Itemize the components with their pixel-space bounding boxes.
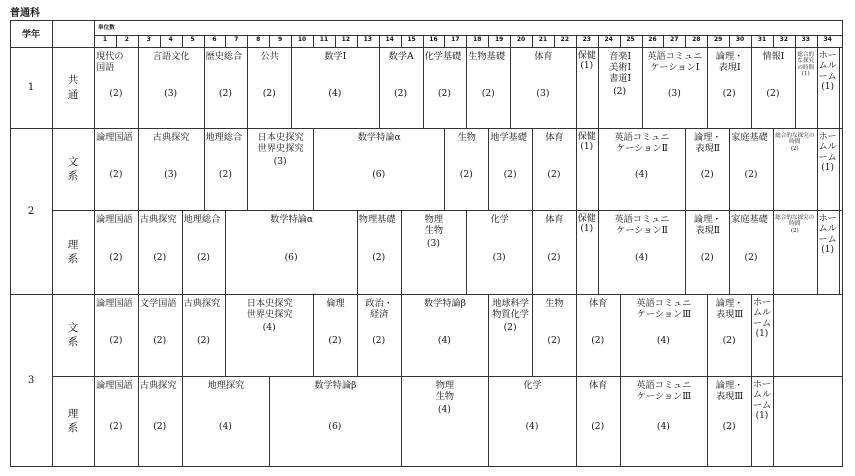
- unit-number: 21: [538, 36, 548, 43]
- subject-units: (2): [328, 335, 342, 346]
- subject-name: 総合的な探究の時間: [775, 133, 815, 146]
- subject-units: (2): [109, 335, 123, 346]
- subject-units: (4): [328, 88, 342, 99]
- subject-cell: [138, 294, 182, 376]
- subject-name: 体育: [545, 214, 564, 225]
- subject-units: (6): [284, 252, 298, 263]
- grade-label: 2: [27, 205, 35, 217]
- subject-cell: [707, 376, 751, 466]
- subject-cell: [357, 210, 401, 294]
- curriculum-table: [10, 20, 842, 466]
- subject-units: (1): [755, 411, 769, 422]
- subject-units: (3): [536, 88, 550, 99]
- subject-name: 古典探究: [139, 214, 177, 225]
- subject-cell: [94, 376, 138, 466]
- subject-name: 論理・ 表現Ⅰ: [715, 51, 744, 74]
- subject-units: (2): [109, 169, 123, 180]
- subject-units: (2): [591, 335, 605, 346]
- grade-label: 1: [27, 82, 35, 93]
- unit-number: 29: [713, 36, 723, 43]
- subject-name: 古典探究: [183, 298, 221, 309]
- subject-cell: [94, 294, 138, 376]
- track-label: [52, 47, 94, 128]
- subject-cell: [291, 47, 379, 128]
- subject-units: (2): [547, 169, 561, 180]
- subject-cell: [379, 47, 423, 128]
- subject-cell: [773, 128, 817, 210]
- subject-cell: [598, 210, 686, 294]
- subject-cell: [357, 294, 401, 376]
- subject-units: (2): [153, 335, 167, 346]
- subject-units: (1): [821, 245, 834, 256]
- subject-cell: [488, 376, 576, 466]
- unit-number: 15: [407, 36, 416, 43]
- subject-name: 政治・ 経済: [365, 298, 393, 321]
- subject-cell: [247, 128, 313, 210]
- unit-number: 19: [494, 36, 504, 43]
- unit-number: 22: [560, 36, 570, 43]
- subject-cell: [729, 210, 773, 294]
- subject-units: (2): [722, 335, 736, 346]
- subject-cell: [576, 294, 620, 376]
- subject-name: 倫理: [326, 298, 345, 309]
- subject-units: (2): [700, 252, 714, 263]
- unit-number: 20: [516, 36, 526, 43]
- subject-cell: [620, 376, 708, 466]
- subject-cell: [642, 47, 708, 128]
- subject-cell: [182, 210, 226, 294]
- track-label-text: 理系: [67, 407, 79, 434]
- track-label: [52, 128, 94, 210]
- unit-number: 24: [604, 36, 613, 43]
- unit-number: 26: [648, 36, 657, 43]
- subject-name: 体育: [534, 51, 553, 62]
- subject-units: (3): [492, 252, 506, 263]
- grade-label: 3: [27, 374, 35, 386]
- subject-cell: [444, 128, 488, 210]
- subject-cell: [817, 47, 839, 128]
- subject-cell: [204, 128, 248, 210]
- subject-name: 保健: [577, 214, 596, 224]
- subject-units: (1): [755, 329, 769, 340]
- subject-cell: [685, 210, 729, 294]
- track-label: [52, 376, 94, 466]
- subject-units: (2): [503, 322, 517, 333]
- subject-units: (3): [164, 88, 178, 99]
- unit-number: 6: [212, 36, 217, 43]
- subject-name: ホームルーム: [752, 298, 771, 329]
- subject-cell: [94, 210, 138, 294]
- subject-units: (1): [821, 82, 834, 93]
- subject-cell: [466, 210, 532, 294]
- subject-units: (2): [153, 421, 167, 432]
- subject-units: (2): [394, 88, 408, 99]
- track-label: [52, 210, 94, 294]
- subject-name: 数学A: [388, 51, 414, 62]
- subject-name: 地学基礎: [490, 132, 527, 143]
- subject-cell: [707, 294, 751, 376]
- subject-cell: [138, 376, 182, 466]
- subject-cell: [138, 210, 182, 294]
- page-title: 普通科: [10, 8, 40, 19]
- unit-number: 1: [102, 36, 108, 43]
- subject-units: (4): [437, 335, 451, 346]
- subject-cell: [182, 294, 226, 376]
- subject-cell: [269, 376, 400, 466]
- subject-units: (2): [218, 88, 232, 99]
- subject-cell: [576, 128, 598, 210]
- subject-name: 生物: [545, 298, 564, 309]
- unit-number: 7: [234, 36, 239, 43]
- subject-cell: [576, 376, 620, 466]
- unit-number: 25: [626, 36, 635, 43]
- subject-units: (3): [164, 169, 178, 180]
- subject-name: 物理基礎: [358, 214, 396, 225]
- subject-units: (1): [580, 224, 594, 235]
- subject-name: 地球科学 物質化学: [492, 298, 529, 321]
- subject-cell: [225, 294, 313, 376]
- subject-name: 英語コミュニ ケーションⅢ: [636, 298, 692, 321]
- subject-name: 家庭基礎: [731, 132, 768, 143]
- subject-units: (2): [744, 169, 758, 180]
- subject-cell: [707, 47, 751, 128]
- subject-units: (2): [262, 88, 276, 99]
- subject-name: 家庭基礎: [731, 214, 768, 225]
- subject-units: (4): [634, 252, 648, 263]
- track-label-text: 文系: [67, 155, 79, 182]
- subject-cell: [466, 47, 510, 128]
- subject-name: 生物基礎: [468, 51, 506, 62]
- subject-units: (4): [525, 421, 539, 432]
- subject-cell: [576, 47, 598, 128]
- subject-name: 数学Ⅰ: [324, 51, 347, 62]
- unit-number: 10: [297, 36, 307, 43]
- subject-units: (4): [218, 421, 232, 432]
- subject-units: (2): [196, 252, 210, 263]
- subject-units: (2): [766, 88, 780, 99]
- subject-name: 英語コミュニ ケーションⅠ: [647, 51, 703, 74]
- subject-cell: [729, 128, 773, 210]
- subject-name: 数学特論α: [270, 214, 314, 225]
- subject-units: (2): [372, 252, 386, 263]
- subject-units: (2): [109, 252, 123, 263]
- subject-units: (2): [459, 169, 473, 180]
- subject-name: 日本史探究 世界史探究: [246, 298, 293, 321]
- unit-number: 34: [823, 36, 832, 43]
- subject-units: (4): [262, 322, 276, 333]
- subject-cell: [313, 128, 444, 210]
- subject-name: 言語文化: [152, 51, 190, 62]
- unit-number: 8: [256, 36, 261, 43]
- subject-units: (4): [634, 169, 648, 180]
- unit-number: 27: [670, 36, 679, 43]
- subject-units: (2): [613, 86, 627, 97]
- subject-name: 体育: [589, 298, 608, 309]
- subject-name: 論理国語: [96, 132, 133, 143]
- subject-cell: [817, 210, 839, 294]
- subject-name: 現代の 国語: [96, 51, 124, 74]
- subject-units: (2): [547, 252, 561, 263]
- subject-name: 地理総合: [183, 214, 221, 225]
- subject-name: 公共: [260, 51, 279, 62]
- subject-name: 体育: [589, 380, 608, 391]
- subject-cell: [401, 294, 489, 376]
- subject-units: (2): [591, 421, 605, 432]
- subject-name: 論理・ 表現Ⅲ: [715, 380, 744, 403]
- track-label-text: 理系: [67, 238, 79, 265]
- subject-name: 数学特論β: [314, 380, 357, 391]
- subject-cell: [576, 210, 598, 294]
- subject-units: (2): [196, 335, 210, 346]
- subject-name: 文学国語: [139, 298, 177, 309]
- subject-cell: [532, 294, 576, 376]
- subject-cell: [423, 47, 467, 128]
- subject-units: (4): [656, 421, 670, 432]
- subject-cell: [598, 47, 642, 128]
- subject-cell: [751, 294, 773, 376]
- track-label-text: 共通: [67, 74, 79, 101]
- subject-units: (2): [218, 169, 232, 180]
- subject-units: (3): [273, 156, 287, 167]
- subject-name: 物理 生物: [435, 380, 455, 403]
- subject-name: 情報Ⅰ: [762, 51, 785, 62]
- unit-number: 2: [124, 36, 129, 43]
- subject-cell: [532, 128, 576, 210]
- unit-number: 5: [190, 36, 195, 43]
- subject-name: 地理探究: [207, 380, 245, 391]
- subject-name: 英語コミュニ ケーションⅢ: [636, 380, 692, 403]
- subject-name: 英語コミュニ ケーションⅡ: [614, 214, 670, 237]
- subject-cell: [94, 47, 138, 128]
- subject-cell: [182, 376, 270, 466]
- subject-units: (2): [372, 335, 386, 346]
- subject-cell: [225, 210, 356, 294]
- subject-cell: [401, 210, 467, 294]
- subject-units: (2): [109, 88, 123, 99]
- subject-name: 論理国語: [96, 214, 133, 225]
- unit-number: 30: [735, 36, 745, 43]
- unit-number: 14: [385, 36, 394, 43]
- subject-units: (3): [426, 238, 440, 249]
- subject-name: 古典探究: [152, 132, 190, 143]
- subject-name: 保健: [577, 51, 596, 61]
- subject-name: 論理国語: [96, 298, 133, 309]
- subject-units: (2): [700, 169, 714, 180]
- subject-name: 論理・ 表現Ⅱ: [693, 214, 722, 237]
- subject-name: 論理・ 表現Ⅲ: [715, 298, 744, 321]
- subject-cell: [488, 294, 532, 376]
- subject-name: 論理・ 表現Ⅱ: [693, 132, 722, 155]
- subject-units: (4): [656, 335, 670, 346]
- subject-units: (2): [547, 335, 561, 346]
- subject-units: (2): [503, 169, 517, 180]
- subject-name: 日本史探究 世界史探究: [257, 132, 304, 155]
- subject-units: (2): [481, 88, 495, 99]
- unit-number: 18: [473, 36, 482, 43]
- subject-cell: [488, 128, 532, 210]
- unit-count-label: 単位数: [98, 25, 115, 31]
- subject-name: ホームルーム: [818, 214, 837, 245]
- subject-name: 体育: [545, 132, 564, 143]
- unit-number: 9: [278, 36, 283, 43]
- subject-cell: [773, 210, 817, 294]
- subject-units: (4): [437, 404, 451, 415]
- subject-name: 歴史総合: [205, 51, 243, 62]
- subject-name: 化学: [523, 380, 542, 391]
- subject-name: ホームルーム: [818, 132, 837, 163]
- subject-cell: [532, 210, 576, 294]
- unit-number: 33: [801, 36, 810, 43]
- subject-cell: [313, 294, 357, 376]
- subject-name: 論理国語: [96, 380, 133, 391]
- unit-number: 12: [341, 36, 351, 43]
- subject-units: (6): [372, 169, 386, 180]
- subject-cell: [94, 128, 138, 210]
- subject-cell: [620, 294, 708, 376]
- subject-name: 総合的な探究の時間: [775, 215, 815, 228]
- subject-name: 音楽Ⅰ 美術Ⅰ 書道Ⅰ: [609, 51, 632, 85]
- subject-name: 保健: [577, 132, 596, 142]
- subject-name: ホームルーム: [752, 380, 771, 411]
- unit-number: 23: [582, 36, 591, 43]
- subject-units: (2): [722, 421, 736, 432]
- subject-units: (2): [153, 252, 167, 263]
- unit-number: 28: [692, 36, 701, 43]
- unit-number: 11: [319, 36, 329, 43]
- subject-units: (2): [722, 88, 736, 99]
- subject-name: 物理 生物: [424, 214, 444, 237]
- subject-cell: [247, 47, 291, 128]
- unit-number: 17: [451, 36, 460, 43]
- subject-name: 数学特論β: [423, 298, 466, 309]
- subject-cell: [795, 47, 817, 128]
- unit-number: 3: [146, 36, 151, 43]
- unit-number: 32: [779, 36, 789, 43]
- subject-cell: [138, 128, 204, 210]
- subject-cell: [598, 128, 686, 210]
- unit-number: 13: [363, 36, 372, 43]
- subject-cell: [204, 47, 248, 128]
- subject-name: ホームルーム: [818, 51, 837, 82]
- subject-units: (6): [328, 421, 342, 432]
- subject-name: 地理総合: [205, 132, 243, 143]
- subject-units: (1): [821, 163, 834, 174]
- subject-units: (2): [744, 252, 758, 263]
- subject-cell: [401, 376, 489, 466]
- track-label: [52, 294, 94, 376]
- subject-cell: [751, 47, 795, 128]
- unit-number: 31: [757, 36, 767, 43]
- subject-cell: [751, 376, 773, 466]
- subject-name: 生物: [457, 132, 476, 143]
- subject-units: (2): [790, 145, 799, 152]
- subject-cell: [817, 128, 839, 210]
- subject-name: 総合的な探究の時間: [797, 52, 815, 71]
- unit-number: 16: [429, 36, 438, 43]
- subject-units: (2): [790, 227, 799, 234]
- subject-units: (3): [667, 88, 681, 99]
- subject-units: (2): [109, 421, 123, 432]
- subject-name: 数学特論α: [357, 132, 401, 143]
- subject-name: 英語コミュニ ケーションⅡ: [614, 132, 670, 155]
- subject-cell: [138, 47, 204, 128]
- track-label-text: 文系: [67, 321, 79, 348]
- subject-name: 化学: [490, 214, 509, 225]
- subject-units: (1): [580, 61, 594, 72]
- unit-number: 4: [168, 36, 173, 43]
- subject-cell: [685, 128, 729, 210]
- subject-units: (1): [580, 142, 594, 153]
- subject-units: (1): [801, 70, 810, 77]
- subject-name: 古典探究: [139, 380, 177, 391]
- grade-column-header: 学年: [21, 30, 40, 40]
- subject-name: 化学基礎: [424, 51, 462, 62]
- subject-units: (2): [437, 88, 451, 99]
- subject-cell: [510, 47, 576, 128]
